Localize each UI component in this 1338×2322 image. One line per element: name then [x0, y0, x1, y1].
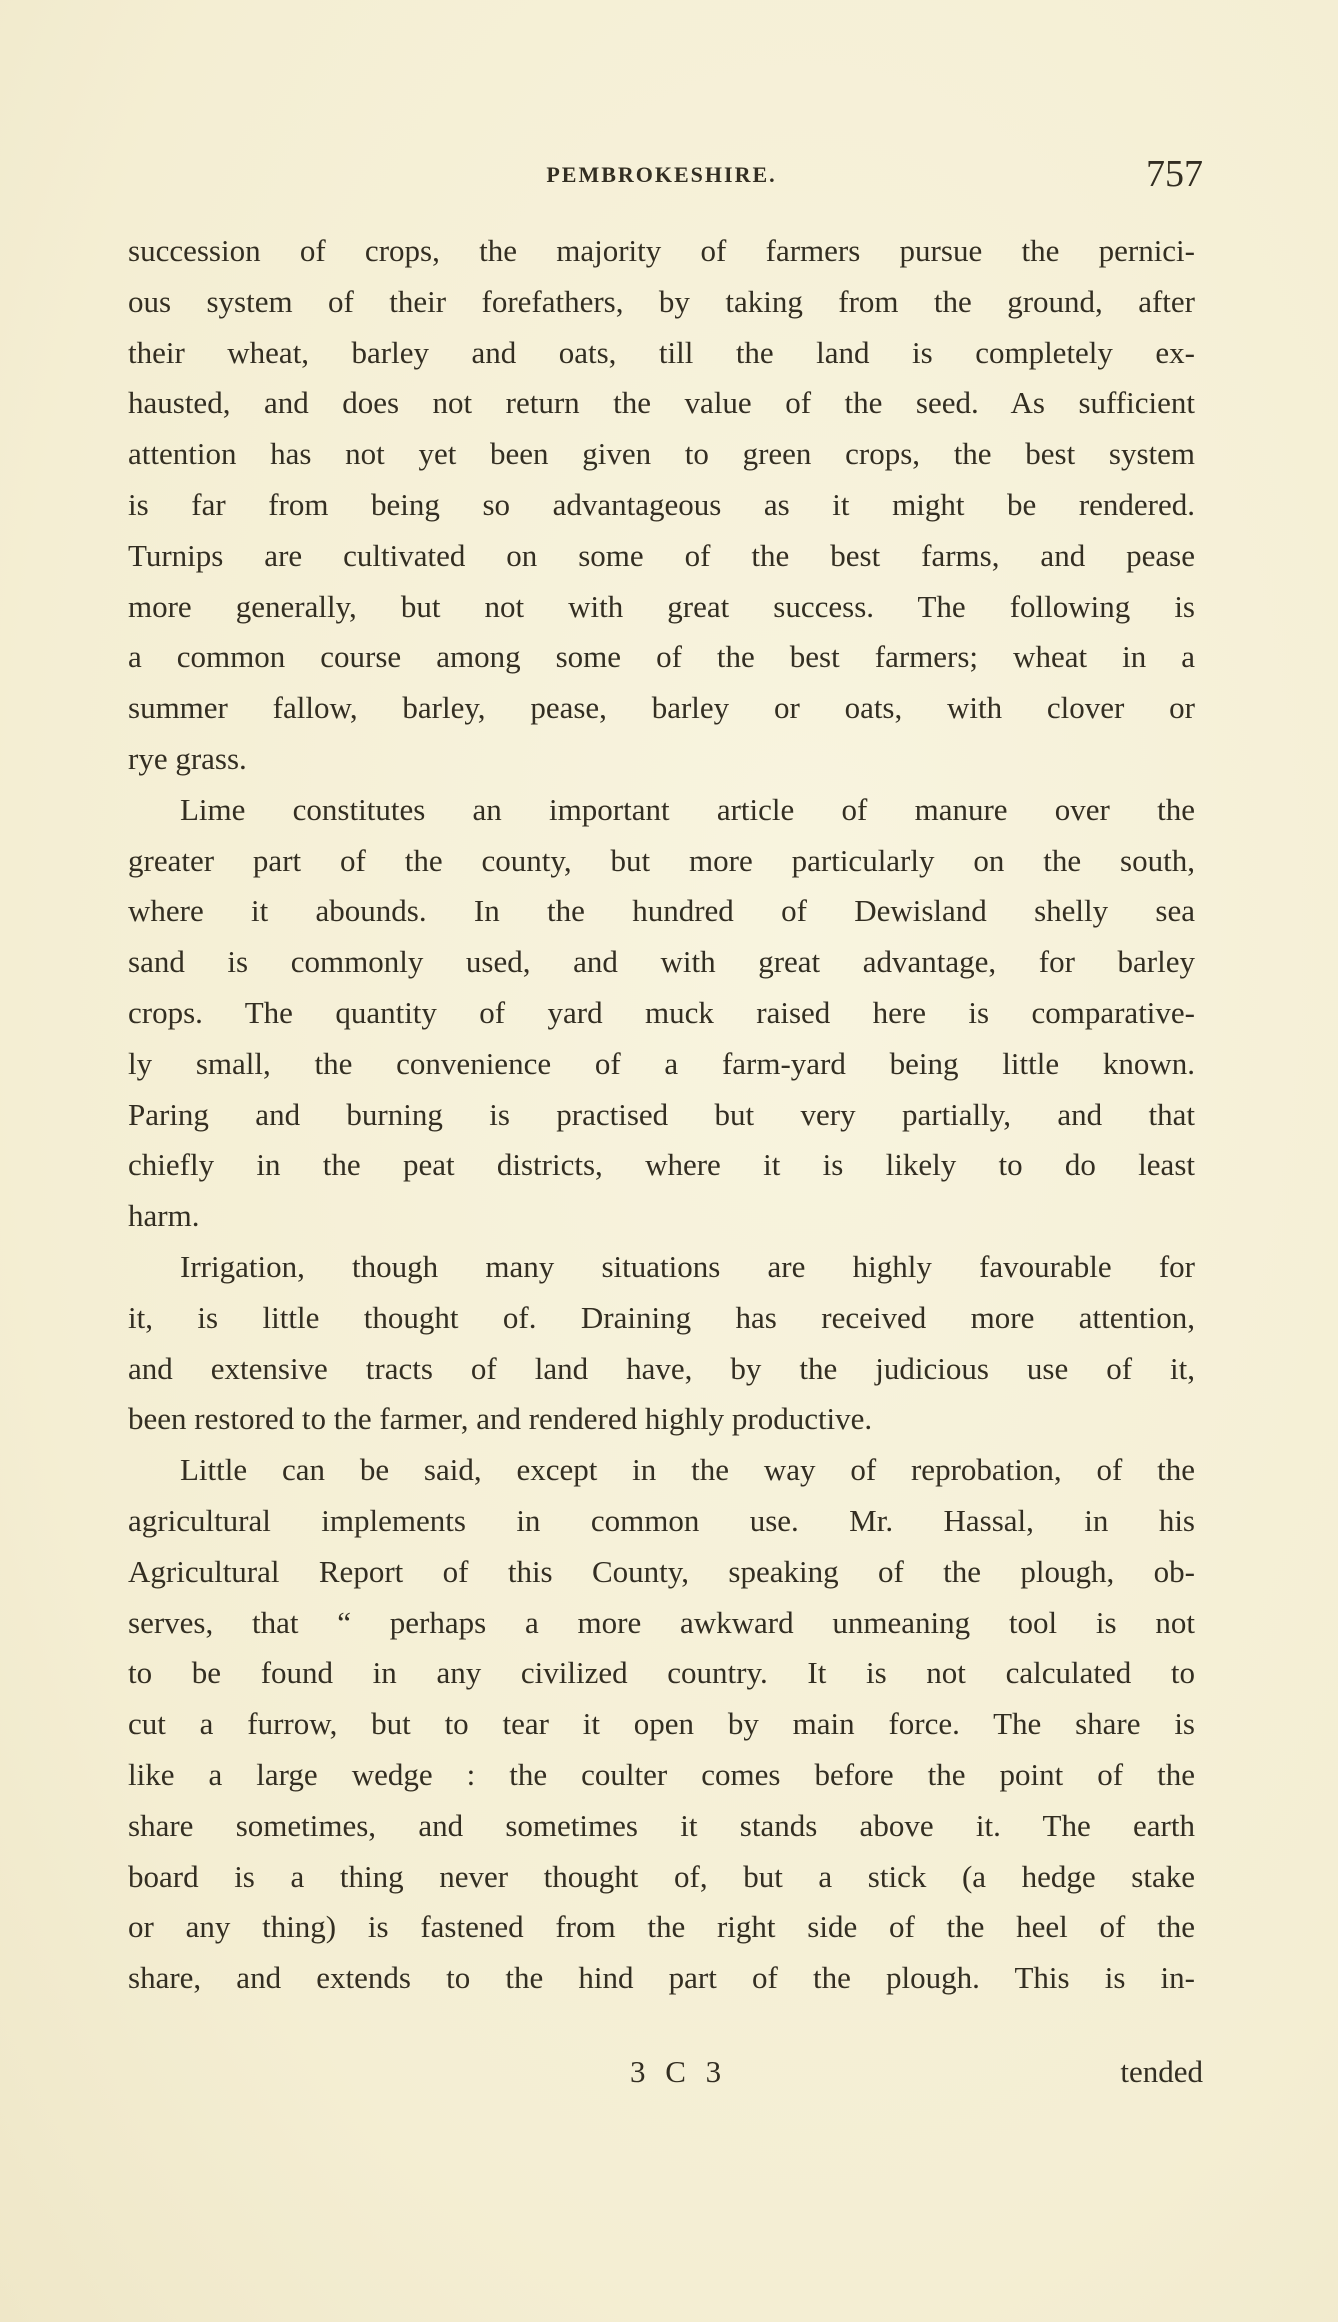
text-line: Little can be said, except in the way of reprobation, of the: [180, 1452, 1195, 1488]
text-line: share, and extends to the hind part of the plough. This is in-: [128, 1960, 1195, 1996]
text-line: it, is little thought of. Draining has received more attention,: [128, 1299, 1195, 1335]
text-line: harm.: [128, 1198, 200, 1234]
paragraph: [128, 1445, 1195, 2004]
page-footer: [128, 2054, 1203, 2104]
running-title: PEMBROKESHIRE.: [546, 162, 777, 187]
page-header: [128, 153, 1203, 198]
text-line: a common course among some of the best farmers; wheat in a: [128, 639, 1195, 675]
text-line: where it abounds. In the hundred of Dewisland shelly sea: [128, 893, 1195, 929]
paragraph: [128, 785, 1195, 1242]
text-line: attention has not yet been given to green crops, the best system: [128, 436, 1195, 472]
text-line: or any thing) is fastened from the right side of the heel of the: [128, 1909, 1195, 1945]
signature-mark: 3 C 3: [630, 2054, 728, 2089]
paragraph: [128, 226, 1195, 785]
paragraph: [128, 1242, 1195, 1445]
text-line: been restored to the farmer, and rendered highly productive.: [128, 1401, 873, 1437]
text-line: Paring and burning is practised but very partially, and that: [128, 1096, 1195, 1132]
catchword: tended: [1120, 2054, 1203, 2089]
text-line: like a large wedge : the coulter comes before the point of the: [128, 1756, 1195, 1792]
text-line: rye grass.: [128, 740, 247, 776]
text-line: share sometimes, and sometimes it stands above it. The earth: [128, 1807, 1195, 1843]
text-line: to be found in any civilized country. It is not calculated to: [128, 1655, 1195, 1691]
text-line: ous system of their forefathers, by taking from the ground, after: [128, 283, 1195, 319]
text-line: cut a furrow, but to tear it open by main force. The share is: [128, 1706, 1195, 1742]
text-line: succession of crops, the majority of farmers pursue the pernici-: [128, 233, 1195, 268]
text-line: their wheat, barley and oats, till the land is completely ex-: [128, 334, 1195, 370]
text-line: Irrigation, though many situations are highly favourable for: [180, 1248, 1195, 1284]
text-line: crops. The quantity of yard muck raised here is comparative-: [128, 994, 1195, 1030]
text-line: chiefly in the peat districts, where it is likely to do least: [128, 1147, 1195, 1183]
page-number: 757: [1146, 153, 1203, 195]
text-line: more generally, but not with great success. The following is: [128, 588, 1195, 624]
text-line: agricultural implements in common use. Mr. Hassal, in his: [128, 1502, 1195, 1538]
body-text: [128, 226, 1195, 2004]
text-line: serves, that “ perhaps a more awkward unmeaning tool is not: [128, 1604, 1195, 1640]
text-line: Agricultural Report of this County, speaking of the plough, ob-: [128, 1553, 1195, 1589]
text-line: hausted, and does not return the value of the seed. As sufficient: [128, 385, 1195, 421]
text-line: is far from being so advantageous as it might be rendered.: [128, 486, 1195, 522]
text-line: Turnips are cultivated on some of the best farms, and pease: [128, 537, 1195, 573]
text-line: ly small, the convenience of a farm-yard being little known.: [128, 1045, 1195, 1081]
text-line: Lime constitutes an important article of manure over the: [180, 791, 1195, 827]
text-line: and extensive tracts of land have, by the judicious use of it,: [128, 1350, 1195, 1386]
text-line: summer fallow, barley, pease, barley or oats, with clover or: [128, 690, 1195, 726]
text-line: greater part of the county, but more particularly on the south,: [128, 842, 1195, 878]
text-line: sand is commonly used, and with great advantage, for barley: [128, 944, 1195, 980]
text-line: board is a thing never thought of, but a stick (a hedge stake: [128, 1858, 1195, 1894]
